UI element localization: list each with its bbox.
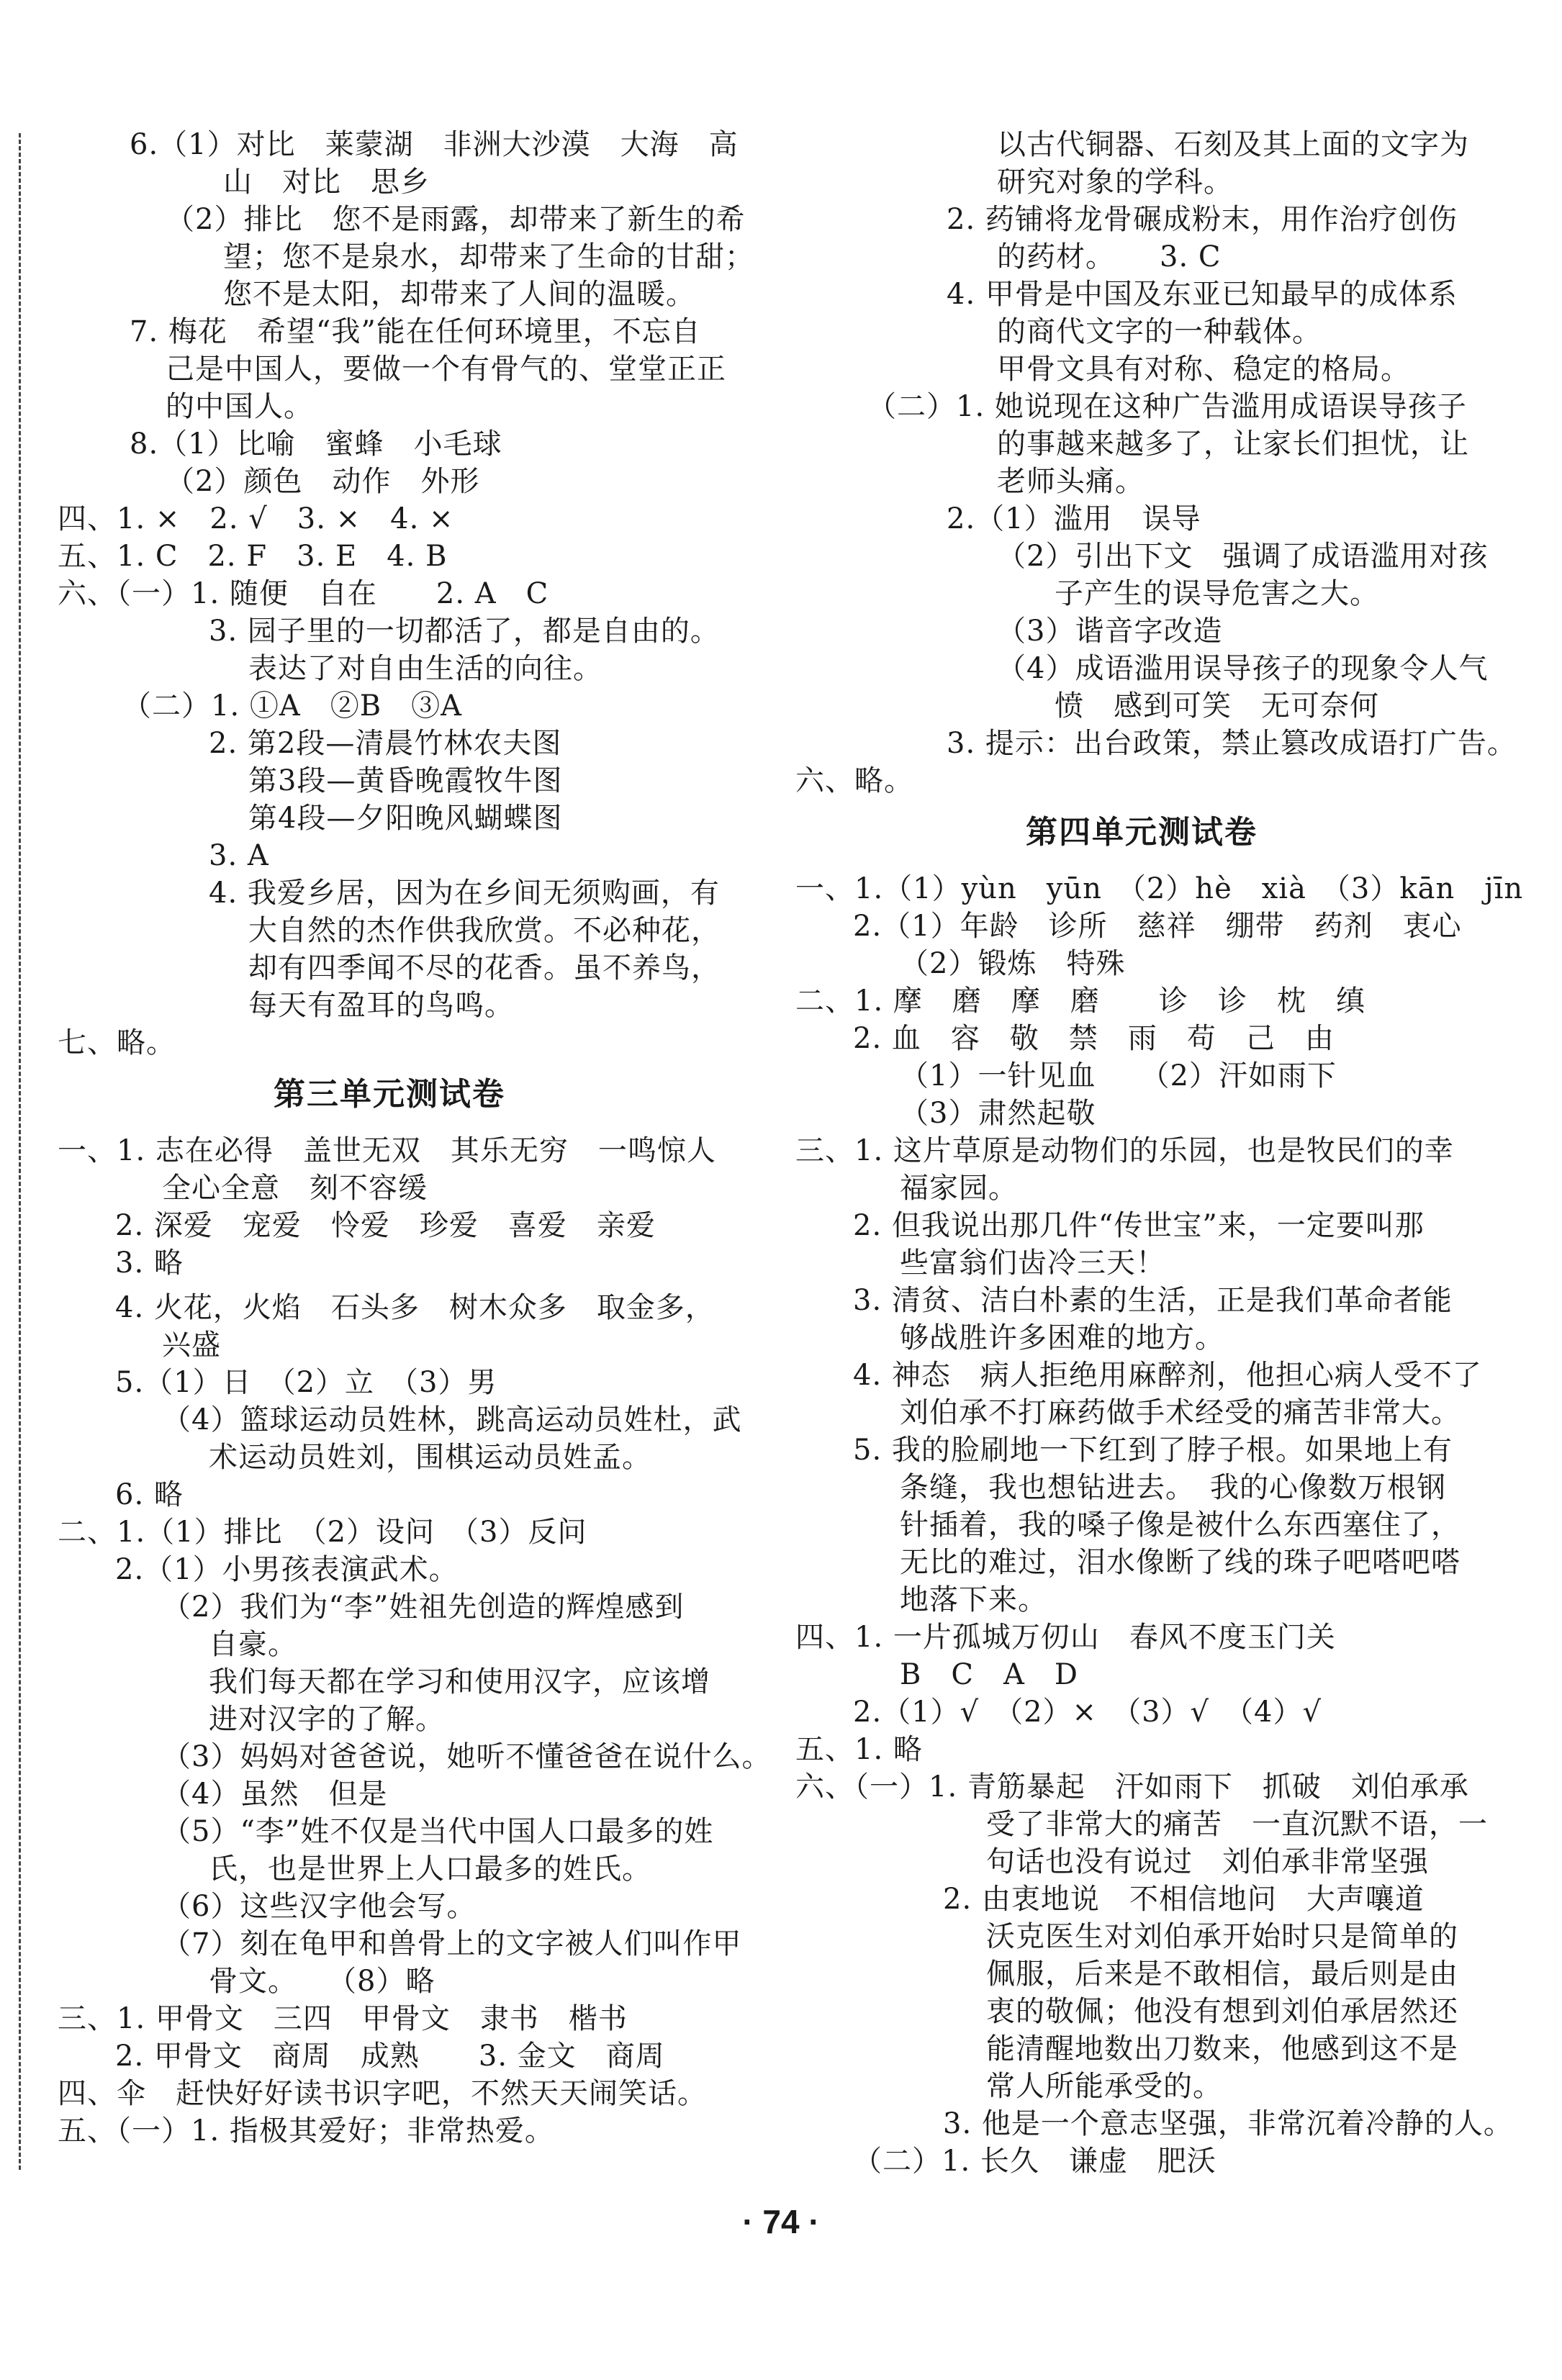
answer-line: 福家园。: [900, 1172, 1018, 1205]
unit-four-heading: 第四单元测试卷: [1026, 814, 1258, 851]
answer-line: 六、（一）1. 随便 自在 2. A C: [58, 577, 549, 610]
answer-line: 地落下来。: [900, 1583, 1047, 1616]
answer-line: 常人所能承受的。: [986, 2070, 1222, 2103]
answer-line: 佩服，后来是不敢相信，最后则是由: [986, 1958, 1458, 1991]
answer-line: 3. 他是一个意志坚强，非常沉着冷静的人。: [943, 2107, 1513, 2140]
answer-line: 沃克医生对刘伯承开始时只是简单的: [986, 1920, 1458, 1953]
answer-line: 四、伞 赶快好好读书识字吧，不然天天闹笑话。: [58, 2077, 707, 2110]
answer-line: 四、1. × 2. √ 3. × 4. ×: [58, 502, 454, 535]
answer-line: （2）锻炼 特殊: [900, 947, 1126, 980]
answer-line: 衷的敬佩；他没有想到刘伯承居然还: [986, 1995, 1458, 2028]
answer-line: 2. 血 容 敬 禁 雨 苟 己 由: [853, 1022, 1335, 1055]
answer-line: 4. 甲骨是中国及东亚已知最早的成体系: [947, 278, 1458, 311]
answer-line: 山 对比 思乡: [223, 166, 430, 199]
answer-line: 4. 我爱乡居，因为在乡间无须购画，有: [209, 877, 720, 910]
answer-line: 受了非常大的痛苦 一直沉默不语，一: [986, 1808, 1488, 1841]
answer-line: 氏，也是世界上人口最多的姓氏。: [209, 1852, 651, 1886]
answer-line: B C A D: [900, 1658, 1078, 1691]
answer-line: （7）刻在龟甲和兽骨上的文字被人们叫作甲: [162, 1927, 742, 1960]
answer-line: 2. 第2段—清晨竹林农夫图: [209, 727, 562, 760]
page-number: · 74 ·: [742, 2203, 820, 2240]
answer-line: 无比的难过，泪水像断了线的珠子吧嗒吧嗒: [900, 1546, 1461, 1579]
answer-line: 研究对象的学科。: [997, 166, 1233, 199]
answer-line: （3）妈妈对爸爸说，她听不懂爸爸在说什么。: [162, 1740, 772, 1773]
answer-line: 六、（一）1. 青筋暴起 汗如雨下 抓破 刘伯承承: [795, 1770, 1469, 1804]
answer-line: （5）“李”姓不仅是当代中国人口最多的姓: [162, 1815, 714, 1848]
answer-line: 2. 但我说出那几件“传世宝”来，一定要叫那: [853, 1209, 1425, 1242]
answer-line: 2.（1）√ （2）× （3）√ （4）√: [853, 1696, 1322, 1729]
answer-line: 却有四季闻不尽的花香。虽不养鸟，: [248, 951, 721, 985]
answer-line: 第4段—夕阳晚风蝴蝶图: [248, 802, 563, 835]
answer-line: 骨文。 （8）略: [209, 1965, 435, 1998]
answer-line: （2）排比 您不是雨露，却带来了新生的希: [166, 203, 746, 236]
answer-line: （二）1. 长久 谦虚 肥沃: [853, 2145, 1216, 2178]
answer-line: 一、1.（1）yùn yūn （2）hè xià （3）kān jīn: [795, 872, 1524, 905]
unit-three-heading: 第三单元测试卷: [274, 1076, 505, 1113]
answer-line: 一、1. 志在必得 盖世无双 其乐无穷 一鸣惊人: [58, 1134, 716, 1167]
answer-line: （2）颜色 动作 外形: [166, 465, 480, 498]
answer-line: 自豪。: [209, 1628, 297, 1661]
answer-line: 术运动员姓刘，围棋运动员姓孟。: [209, 1441, 651, 1474]
answer-line: 五、1. C 2. F 3. E 4. B: [58, 540, 448, 573]
answer-line: （6）这些汉字他会写。: [162, 1890, 477, 1923]
answer-line: （二）1. ①A ②B ③A: [122, 689, 463, 723]
answer-line: 4. 神态 病人拒绝用麻醉剂，他担心病人受不了: [853, 1359, 1482, 1392]
answer-line: 6.（1）对比 莱蒙湖 非洲大沙漠 大海 高: [130, 128, 739, 161]
answer-line: （3）谐音字改造: [997, 615, 1223, 648]
answer-line: 子产生的误导危害之大。: [1055, 577, 1379, 610]
dashed-cut-line: [19, 133, 21, 2170]
answer-line: 3. 清贫、洁白朴素的生活，正是我们革命者能: [853, 1284, 1453, 1317]
answer-line: 刘伯承不打麻药做手术经受的痛苦非常大。: [900, 1396, 1461, 1429]
answer-line: 四、1. 一片孤城万仞山 春风不度玉门关: [795, 1621, 1336, 1654]
answer-line: 我们每天都在学习和使用汉字，应该增: [209, 1665, 710, 1698]
answer-line: 老师头痛。: [997, 465, 1145, 498]
answer-line: 的商代文字的一种载体。: [997, 315, 1322, 348]
answer-line: 的事越来越多了，让家长们担忧，让: [997, 427, 1469, 461]
answer-line: 以古代铜器、石刻及其上面的文字为: [997, 128, 1469, 161]
answer-line: 针插着，我的嗓子像是被什么东西塞住了，: [900, 1508, 1461, 1542]
answer-line: 表达了对自由生活的向往。: [248, 652, 602, 685]
answer-line: 6. 略: [115, 1478, 184, 1511]
answer-line: （2）引出下文 强调了成语滥用对孩: [997, 540, 1489, 573]
answer-line: 2. 药铺将龙骨碾成粉末，用作治疗创伤: [947, 203, 1458, 236]
answer-line: （4）虽然 但是: [162, 1778, 388, 1811]
answer-line: （二）1. 她说现在这种广告滥用成语误导孩子: [867, 390, 1467, 423]
answer-line: 的药材。 3. C: [997, 240, 1222, 273]
answer-line: 三、1. 这片草原是动物们的乐园，也是牧民们的幸: [795, 1134, 1454, 1167]
answer-line: 兴盛: [162, 1329, 221, 1362]
answer-line: 句话也没有说过 刘伯承非常坚强: [986, 1845, 1429, 1878]
answer-line: 甲骨文具有对称、稳定的格局。: [997, 353, 1410, 386]
answer-line: 您不是太阳，却带来了人间的温暖。: [223, 278, 695, 311]
answer-line: 3. A: [209, 839, 269, 872]
answer-line: 五、（一）1. 指极其爱好；非常热爱。: [58, 2114, 554, 2148]
answer-line: （2）我们为“李”姓祖先创造的辉煌感到: [162, 1591, 685, 1624]
answer-line: 己是中国人，要做一个有骨气的、堂堂正正: [166, 353, 726, 386]
answer-line: 3. 提示：出台政策，禁止篡改成语打广告。: [947, 727, 1517, 760]
answer-line: 大自然的杰作供我欣赏。不必种花，: [248, 914, 721, 947]
answer-line: 三、1. 甲骨文 三四 甲骨文 隶书 楷书: [58, 2002, 628, 2035]
answer-line: 每天有盈耳的鸟鸣。: [248, 989, 514, 1022]
answer-line: 六、略。: [795, 764, 913, 797]
answer-line: 第3段—黄昏晚霞牧牛图: [248, 764, 563, 797]
answer-line: 二、1.（1）排比 （2）设问 （3）反问: [58, 1516, 587, 1549]
answer-line: 五、1. 略: [795, 1733, 923, 1766]
answer-line: 些富翁们齿冷三天！: [900, 1246, 1165, 1280]
answer-line: 2.（1）小男孩表演武术。: [115, 1553, 459, 1586]
answer-line: 3. 园子里的一切都活了，都是自由的。: [209, 615, 720, 648]
answer-line: 2. 甲骨文 商周 成熟 3. 金文 商周: [115, 2040, 665, 2073]
answer-line: 2.（1）滥用 误导: [947, 502, 1201, 535]
answer-line: 3. 略: [115, 1246, 184, 1280]
answer-line: 7. 梅花 希望“我”能在任何环境里，不忘自: [130, 315, 701, 348]
answer-line: 能清醒地数出刀数来，他感到这不是: [986, 2032, 1458, 2065]
answer-line: 全心全意 刻不容缓: [162, 1172, 428, 1205]
answer-line: （3）肃然起敬: [900, 1097, 1096, 1130]
answer-line: 愤 感到可笑 无可奈何: [1055, 689, 1379, 723]
answer-line: 4. 火花，火焰 石头多 树木众多 取金多，: [115, 1291, 715, 1324]
answer-line: （4）成语滥用误导孩子的现象令人气: [997, 652, 1489, 685]
answer-line: 2.（1）年龄 诊所 慈祥 绷带 药剂 衷心: [853, 910, 1462, 943]
answer-line: 二、1. 摩 磨 摩 磨 诊 诊 枕 缜: [795, 985, 1365, 1018]
answer-line: 2. 深爱 宠爱 怜爱 珍爱 喜爱 亲爱: [115, 1209, 656, 1242]
answer-line: 5.（1）日 （2）立 （3）男: [115, 1366, 497, 1399]
answer-line: 条缝，我也想钻进去。 我的心像数万根钢: [900, 1471, 1446, 1504]
answer-line: 望；您不是泉水，却带来了生命的甘甜；: [223, 240, 754, 273]
answer-line: 够战胜许多困难的地方。: [900, 1321, 1224, 1354]
answer-line: 5. 我的脸刷地一下红到了脖子根。如果地上有: [853, 1434, 1453, 1467]
answer-line: （4）篮球运动员姓林，跳高运动员姓杜，武: [162, 1403, 742, 1436]
answer-line: （1）一针见血 （2）汗如雨下: [900, 1059, 1337, 1092]
answer-line: 的中国人。: [166, 390, 313, 423]
answer-line: 8.（1）比喻 蜜蜂 小毛球: [130, 427, 502, 461]
answer-line: 进对汉字的了解。: [209, 1703, 445, 1736]
answer-line: 七、略。: [58, 1026, 176, 1059]
answer-line: 2. 由衷地说 不相信地问 大声嚷道: [943, 1883, 1425, 1916]
